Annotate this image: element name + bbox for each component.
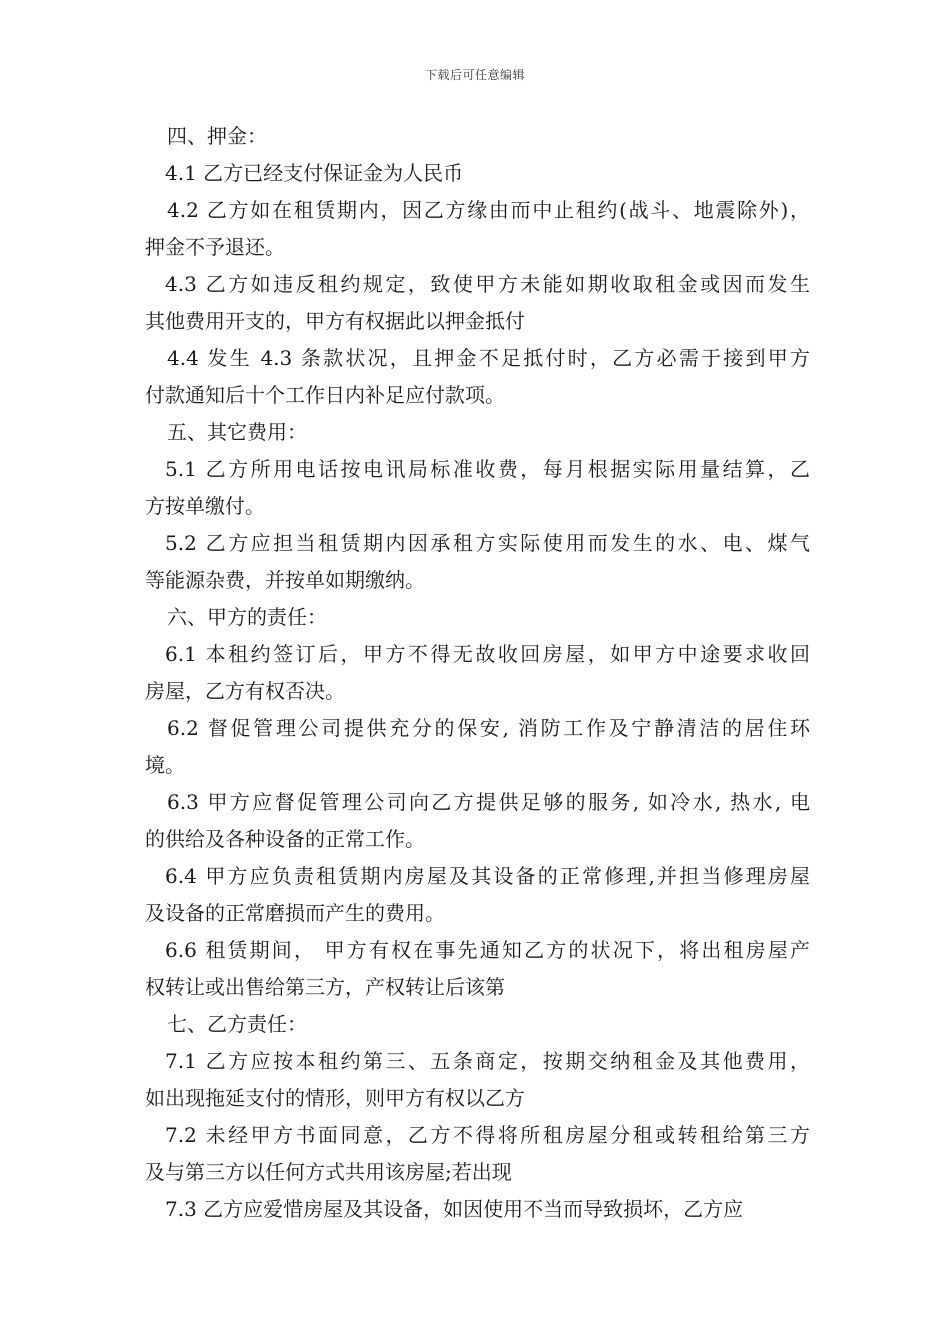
paragraph-first-line: 4.1 乙方已经支付保证金为人民币 xyxy=(165,161,464,185)
paragraph-continuation-line: 及与第三方以任何方式共用该房屋;若出现 xyxy=(145,1160,512,1184)
paragraph-first-line: 6.1 本租约签订后，甲方不得无故收回房屋，如甲方中途要求收回 xyxy=(165,642,810,666)
paragraph xyxy=(145,1117,810,1191)
paragraph-first-line: 5.1 乙方所用电话按电讯局标准收费，每月根据实际用量结算，乙 xyxy=(165,457,810,481)
paragraph xyxy=(145,266,810,340)
paragraph xyxy=(145,340,810,414)
paragraph-first-line: 6.4 甲方应负责租赁期内房屋及其设备的正常修理,并担当修理房屋 xyxy=(165,864,810,888)
paragraph xyxy=(145,451,810,525)
paragraph-first-line: 4.2 乙方如在租赁期内，因乙方缘由而中止租约(战斗、地震除外)， xyxy=(167,198,810,222)
paragraph-first-line: 6.3 甲方应督促管理公司向乙方提供足够的服务, 如冷水, 热水, 电 xyxy=(167,790,810,814)
paragraph-continuation-line: 付款通知后十个工作日内补足应付款项。 xyxy=(145,383,505,407)
paragraph-first-line: 7.2 未经甲方书面同意，乙方不得将所租房屋分租或转租给第三方 xyxy=(165,1123,810,1147)
paragraph-first-line: 4.4 发生 4.3 条款状况，且押金不足抵付时，乙方必需于接到甲方 xyxy=(167,346,810,370)
paragraph xyxy=(145,1043,810,1117)
paragraph-continuation-line: 等能源杂费，并按单如期缴纳。 xyxy=(145,568,425,592)
paragraph xyxy=(145,710,810,784)
paragraph-first-line: 七、乙方责任： xyxy=(167,1012,307,1036)
paragraph xyxy=(145,1191,810,1228)
document-body xyxy=(145,118,810,1228)
paragraph xyxy=(145,636,810,710)
paragraph xyxy=(145,1006,810,1043)
paragraph-first-line: 4.3 乙方如违反租约规定，致使甲方未能如期收取租金或因而发生 xyxy=(165,272,810,296)
paragraph xyxy=(145,932,810,1006)
paragraph-first-line: 六、甲方的责任： xyxy=(167,605,327,629)
paragraph-continuation-line: 其他费用开支的，甲方有权据此以押金抵付 xyxy=(145,309,525,333)
paragraph xyxy=(145,858,810,932)
paragraph-first-line: 6.2 督促管理公司提供充分的保安, 消防工作及宁静清洁的居住环 xyxy=(167,716,810,740)
paragraph-continuation-line: 押金不予退还。 xyxy=(145,235,285,259)
paragraph-first-line: 7.3 乙方应爱惜房屋及其设备，如因使用不当而导致损坏，乙方应 xyxy=(165,1197,744,1221)
paragraph xyxy=(145,155,810,192)
paragraph-first-line: 7.1 乙方应按本租约第三、五条商定，按期交纳租金及其他费用， xyxy=(165,1049,810,1073)
paragraph xyxy=(145,414,810,451)
paragraph-continuation-line: 境。 xyxy=(145,753,185,777)
paragraph-continuation-line: 及设备的正常磨损而产生的费用。 xyxy=(145,901,445,925)
paragraph-first-line: 四、押金： xyxy=(167,124,267,148)
paragraph xyxy=(145,118,810,155)
paragraph-continuation-line: 权转让或出售给第三方，产权转让后该第 xyxy=(145,975,505,999)
paragraph xyxy=(145,599,810,636)
page-header: 下载后可任意编辑 xyxy=(424,68,525,82)
paragraph xyxy=(145,525,810,599)
paragraph-continuation-line: 如出现拖延支付的情形，则甲方有权以乙方 xyxy=(145,1086,525,1110)
paragraph xyxy=(145,784,810,858)
paragraph-continuation-line: 方按单缴付。 xyxy=(145,494,265,518)
paragraph-first-line: 五、其它费用： xyxy=(167,420,307,444)
paragraph-continuation-line: 房屋，乙方有权否决。 xyxy=(145,679,345,703)
paragraph-first-line: 6.6 租赁期间， 甲方有权在事先通知乙方的状况下，将出租房屋产 xyxy=(165,938,810,962)
paragraph-first-line: 5.2 乙方应担当租赁期内因承租方实际使用而发生的水、电、煤气 xyxy=(165,531,810,555)
paragraph-continuation-line: 的供给及各种设备的正常工作。 xyxy=(145,827,425,851)
paragraph xyxy=(145,192,810,266)
